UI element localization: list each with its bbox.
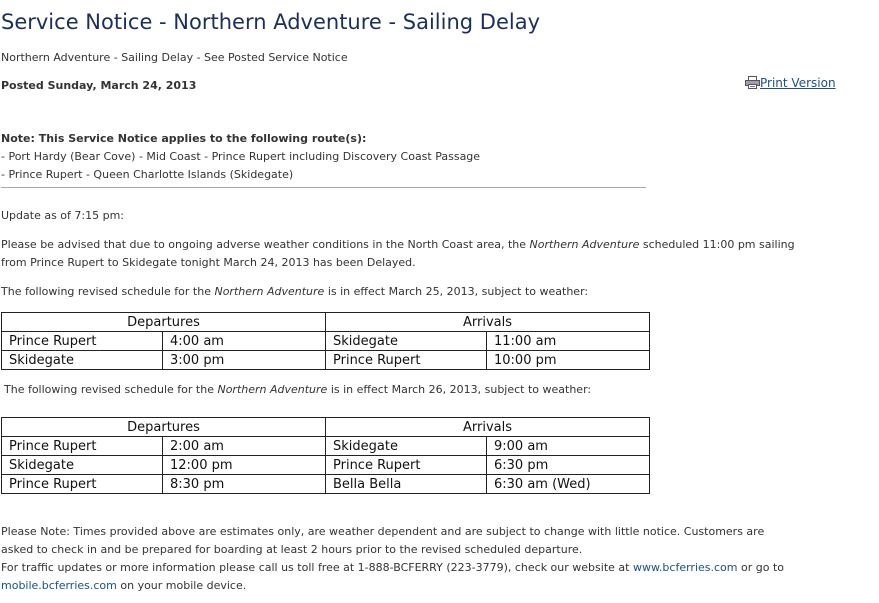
footer-text: on your mobile device. (116, 579, 247, 592)
printer-icon[interactable] (745, 76, 760, 89)
arrival-place: Prince Rupert (326, 456, 487, 475)
vessel-name: Northern Adventure (214, 285, 325, 298)
table-row (2, 332, 650, 351)
intro-text: is in effect March 26, 2013, subject to weather: (327, 383, 592, 396)
departure-place: Prince Rupert (2, 437, 163, 456)
footer-note (1, 523, 784, 595)
arrival-time: 6:30 am (Wed) (487, 475, 650, 494)
arrival-time: 11:00 am (487, 332, 650, 351)
update-time: Update as of 7:15 pm: (1, 209, 125, 222)
mobile-site-link[interactable]: mobile.bcferries.com (1, 579, 117, 592)
page-title: Service Notice - Northern Adventure - Sailing Delay (1, 10, 540, 34)
advisory-text: Please be advised that due to ongoing adverse weather conditions in the North Coast area, the (1, 238, 530, 251)
arrivals-header: Arrivals (326, 313, 650, 332)
arrival-place: Skidegate (326, 437, 487, 456)
departure-time: 3:00 pm (163, 351, 326, 370)
arrivals-header: Arrivals (326, 418, 650, 437)
intro-text: is in effect March 25, 2013, subject to weather: (324, 285, 589, 298)
schedule-intro-1 (1, 283, 588, 301)
footer-text: For traffic updates or more information please call us toll free at 1-888-BCFERRY (223-3779), check our website at (1, 561, 633, 574)
departure-place: Skidegate (2, 456, 163, 475)
arrival-place: Prince Rupert (326, 351, 487, 370)
table-row (2, 351, 650, 370)
departures-header: Departures (2, 418, 326, 437)
departure-time: 2:00 am (163, 437, 326, 456)
departures-header: Departures (2, 313, 326, 332)
posted-date: Posted Sunday, March 24, 2013 (1, 79, 197, 92)
vessel-name: Northern Adventure (529, 238, 640, 251)
route-item: - Prince Rupert - Queen Charlotte Islands (Skidegate) (1, 168, 294, 181)
vessel-name: Northern Adventure (217, 383, 328, 396)
intro-text: The following revised schedule for the (1, 285, 215, 298)
advisory-paragraph (1, 236, 795, 272)
departure-place: Prince Rupert (2, 475, 163, 494)
table-row (2, 437, 650, 456)
arrival-place: Skidegate (326, 332, 487, 351)
table-header-row (2, 418, 650, 437)
departure-time: 4:00 am (163, 332, 326, 351)
schedule-intro-2 (4, 381, 591, 399)
print-version-link[interactable]: Print Version (760, 76, 836, 90)
footer-text: or go to (737, 561, 784, 574)
advisory-text: scheduled 11:00 pm sailing (639, 238, 795, 251)
intro-text: The following revised schedule for the (4, 383, 218, 396)
footer-text: Please Note: Times provided above are estimates only, are weather dependent and are subject to change with little notice. Customers are (1, 525, 765, 538)
departure-place: Skidegate (2, 351, 163, 370)
departure-time: 12:00 pm (163, 456, 326, 475)
advisory-text: from Prince Rupert to Skidegate tonight March 24, 2013 has been Delayed. (1, 256, 416, 269)
website-link[interactable]: www.bcferries.com (632, 561, 738, 574)
divider (1, 187, 646, 188)
arrival-time: 10:00 pm (487, 351, 650, 370)
table-row (2, 456, 650, 475)
route-item: - Port Hardy (Bear Cove) - Mid Coast - Prince Rupert including Discovery Coast Passage (1, 150, 481, 163)
departure-time: 8:30 pm (163, 475, 326, 494)
departure-place: Prince Rupert (2, 332, 163, 351)
footer-text: asked to check in and be prepared for boarding at least 2 hours prior to the revised scheduled departure. (1, 543, 583, 556)
arrival-place: Bella Bella (326, 475, 487, 494)
table-header-row (2, 313, 650, 332)
schedule-table-march-25 (1, 312, 650, 370)
arrival-time: 9:00 am (487, 437, 650, 456)
table-row (2, 475, 650, 494)
route-note-title: Note: This Service Notice applies to the following route(s): (1, 132, 367, 145)
schedule-table-march-26 (1, 417, 650, 494)
print-version-link-wrap[interactable] (745, 76, 836, 90)
arrival-time: 6:30 pm (487, 456, 650, 475)
page-subtitle: Northern Adventure - Sailing Delay - See Posted Service Notice (1, 51, 348, 64)
